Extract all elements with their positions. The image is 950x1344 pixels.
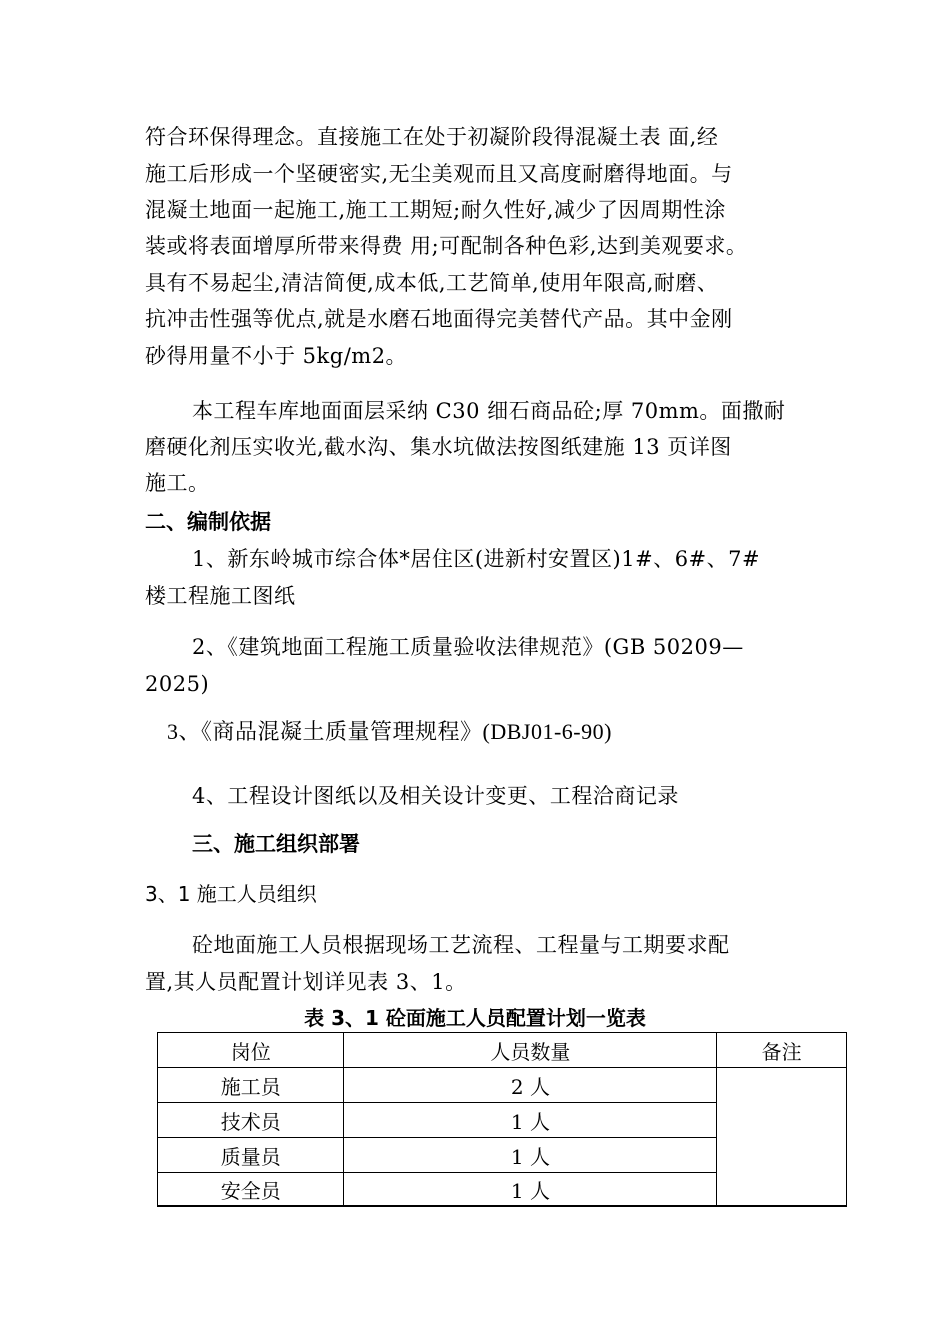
cell-remarks (717, 1068, 847, 1207)
paragraph-line: 砼地面施工人员根据现场工艺流程、工程量与工期要求配 (192, 933, 730, 957)
subsection-heading: 3、1 施工人员组织 (145, 882, 317, 906)
cell-count: 1 人 (344, 1138, 717, 1173)
header-cell-count: 人员数量 (344, 1033, 717, 1068)
cell-position: 质量员 (158, 1138, 344, 1173)
cell-count: 1 人 (344, 1173, 717, 1207)
cell-count: 1 人 (344, 1103, 717, 1138)
cell-position: 技术员 (158, 1103, 344, 1138)
basis-item-2-line2: 2025) (145, 672, 210, 696)
basis-item-2-line1: 2、《建筑地面工程施工质量验收法律规范》(GB 50209— (192, 635, 744, 659)
staff-table (157, 1032, 847, 1207)
paragraph-line: 混凝土地面一起施工,施工工期短;耐久性好,减少了因周期性涂 (145, 198, 726, 222)
cell-count: 2 人 (344, 1068, 717, 1103)
basis-item-1-line2: 楼工程施工图纸 (145, 584, 296, 608)
basis-item-1-line1: 1、新东岭城市综合体*居住区(进新村安置区)1#、6#、7# (192, 547, 761, 571)
paragraph-line: 抗冲击性强等优点,就是水磨石地面得完美替代产品。其中金刚 (145, 307, 733, 331)
paragraph-line: 施工后形成一个坚硬密实,无尘美观而且又高度耐磨得地面。与 (145, 162, 733, 186)
table-caption: 表 3、1 砼面施工人员配置计划一览表 (304, 1006, 646, 1030)
basis-item-4: 4、工程设计图纸以及相关设计变更、工程洽商记录 (192, 784, 679, 808)
cell-position: 施工员 (158, 1068, 344, 1103)
table-row (158, 1068, 847, 1103)
table-header-row (158, 1033, 847, 1068)
paragraph-line: 符合环保得理念。直接施工在处于初凝阶段得混凝土表 面,经 (145, 125, 719, 149)
header-cell-position: 岗位 (158, 1033, 344, 1068)
header-cell-remarks: 备注 (717, 1033, 847, 1068)
basis-item-3: 3、《商品混凝土质量管理规程》(DBJ01-6-90) (167, 719, 612, 744)
paragraph-line: 本工程车库地面面层采纳 C30 细石商品砼;厚 70mm。面撒耐 (192, 399, 786, 423)
paragraph-line: 砂得用量不小于 5kg/m2。 (145, 344, 408, 368)
paragraph-line: 磨硬化剂压实收光,截水沟、集水坑做法按图纸建施 13 页详图 (145, 435, 732, 459)
cell-position: 安全员 (158, 1173, 344, 1207)
paragraph-line: 装或将表面增厚所带来得费 用;可配制各种色彩,达到美观要求。 (145, 234, 748, 258)
paragraph-line: 施工。 (145, 471, 210, 495)
paragraph-line: 置,其人员配置计划详见表 3、1。 (145, 970, 467, 994)
section-heading: 三、施工组织部署 (192, 832, 360, 856)
section-heading: 二、编制依据 (145, 510, 271, 534)
paragraph-line: 具有不易起尘,清洁简便,成本低,工艺简单,使用年限高,耐磨、 (145, 271, 719, 295)
